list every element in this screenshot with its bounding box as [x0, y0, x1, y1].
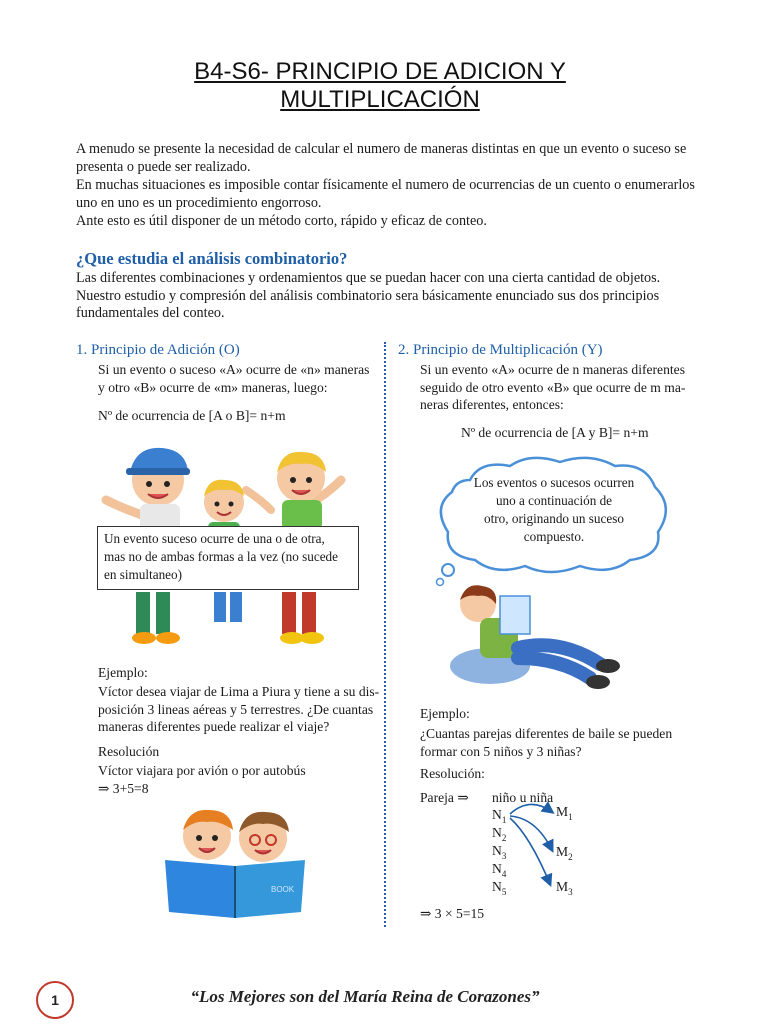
boy-letter: N — [492, 861, 502, 876]
left-resolution-label: Resolución — [98, 744, 160, 759]
intro-line: presenta o puede ser realizado. — [76, 159, 251, 175]
multiplication-principle-heading: 2. Principio de Multiplicación (Y) — [398, 342, 603, 358]
girl-index: 1 — [568, 812, 573, 822]
intro-paragraph — [76, 140, 702, 230]
intro-line: uno en uno es un procedimiento engorroso. — [76, 195, 322, 211]
addition-line: y otro «B» ocurre de «m» maneras, luego: — [98, 379, 328, 395]
left-example-line: maneras diferentes puede realizar el viaje? — [98, 719, 330, 734]
left-resolution: Víctor viajara por avión o por autobús — [98, 763, 306, 778]
addition-note-box — [97, 526, 359, 590]
children-reading-book-illustration — [155, 800, 315, 920]
boy-index: 2 — [501, 833, 507, 843]
right-resolution-label: Resolución: — [420, 766, 485, 781]
right-example-line: formar con 5 niños y 3 niñas? — [420, 743, 582, 759]
right-example — [420, 725, 705, 760]
boy-letter: N — [492, 825, 502, 840]
right-example-label: Ejemplo: — [420, 706, 470, 721]
boy-index: 4 — [501, 869, 507, 879]
boy-letter: N — [492, 843, 502, 858]
section-body-line: fundamentales del conteo. — [76, 305, 225, 321]
left-example-label: Ejemplo: — [98, 665, 148, 680]
page-number: 1 — [36, 981, 74, 1019]
note-line: mas no de ambas formas a la vez (no sucede — [104, 549, 338, 564]
cloud-line: Los eventos o sucesos ocurren — [473, 475, 635, 490]
multiplication-line: Si un evento «A» ocurre de n maneras diferentes — [420, 362, 685, 377]
page-title-line-1: B4-S6- PRINCIPIO DE ADICION Y — [194, 58, 566, 85]
intro-line: En muchas situaciones es imposible contar físicamente el numero de ocurrencias de un cuento o enumerarlos — [76, 177, 695, 193]
boy-index: 5 — [501, 887, 507, 897]
thought-cloud-text — [454, 474, 654, 546]
boy-index: 1 — [501, 815, 507, 825]
intro-line: Ante esto es útil disponer de un método corto, rápido y eficaz de conteo. — [76, 213, 487, 229]
footer-motto: “Los Mejores son del María Reina de Corazones” — [190, 987, 540, 1006]
cloud-line: otro, originando un suceso — [484, 511, 624, 526]
left-example — [98, 683, 383, 736]
girl-letter: M — [556, 804, 569, 819]
section-body-line: Nuestro estudio y compresión del análisis combinatorio sera básicamente enunciado sus dos principios — [76, 287, 660, 304]
boy-letter: N — [492, 807, 502, 822]
pair-label: Pareja ⇒ — [420, 790, 469, 805]
cloud-line: compuesto. — [523, 529, 585, 544]
multiplication-line: neras diferentes, entonces: — [420, 397, 564, 412]
section-body — [76, 270, 702, 323]
multiplication-formula: Nº de ocurrencia de [A y B]= n+m — [461, 425, 649, 440]
left-example-line: posición 3 lineas aéreas y 5 terrestres. ¿De cuantas — [98, 701, 374, 717]
addition-line: Si un evento o suceso «A» ocurre de «n» maneras — [98, 362, 370, 377]
right-example-line: ¿Cuantas parejas diferentes de baile se pueden — [420, 726, 673, 741]
arrow-n1-m3 — [510, 818, 550, 884]
addition-formula: Nº de ocurrencia de [A o B]= n+m — [98, 408, 286, 423]
intro-line: A menudo se presente la necesidad de calcular el numero de maneras distintas en que un evento o suceso se — [76, 141, 687, 157]
girl-index: 2 — [568, 852, 573, 862]
boy-reading-illustration — [440, 578, 630, 690]
book-cover-label: BOOK — [271, 885, 295, 894]
multiplication-definition — [420, 361, 705, 414]
girl-letter: M — [556, 879, 569, 894]
girl-index: 3 — [568, 887, 573, 897]
multiplication-line: seguido de otro evento «B» que ocurre de m ma- — [420, 379, 686, 395]
page-title-line-2: MULTIPLICACIÓN — [280, 86, 480, 113]
arrow-n1-m1 — [510, 804, 552, 814]
section-heading: ¿Que estudia el análisis combinatorio? — [76, 249, 348, 268]
cloud-line: uno a continuación de — [495, 493, 613, 508]
left-example-line: Víctor desea viajar de Lima a Piura y tiene a su dis- — [98, 684, 380, 699]
note-line: en simultaneo) — [104, 567, 183, 582]
right-result: ⇒ 3 × 5=15 — [420, 906, 485, 921]
boy-index: 3 — [501, 851, 507, 861]
section-body-line: Las diferentes combinaciones y ordenamientos que se puedan hacer con una cierta cantidad de objetos. — [76, 270, 661, 286]
addition-definition — [98, 361, 383, 396]
girl-letter: M — [556, 844, 569, 859]
addition-principle-heading: 1. Principio de Adición (O) — [76, 342, 240, 358]
column-divider — [384, 342, 386, 927]
pairing-arrows — [500, 796, 570, 896]
left-result: ⇒ 3+5=8 — [98, 781, 149, 796]
note-line: Un evento suceso ocurre de una o de otra, — [104, 531, 325, 546]
pair-text: niño u niña — [492, 790, 554, 805]
boy-letter: N — [492, 879, 502, 894]
